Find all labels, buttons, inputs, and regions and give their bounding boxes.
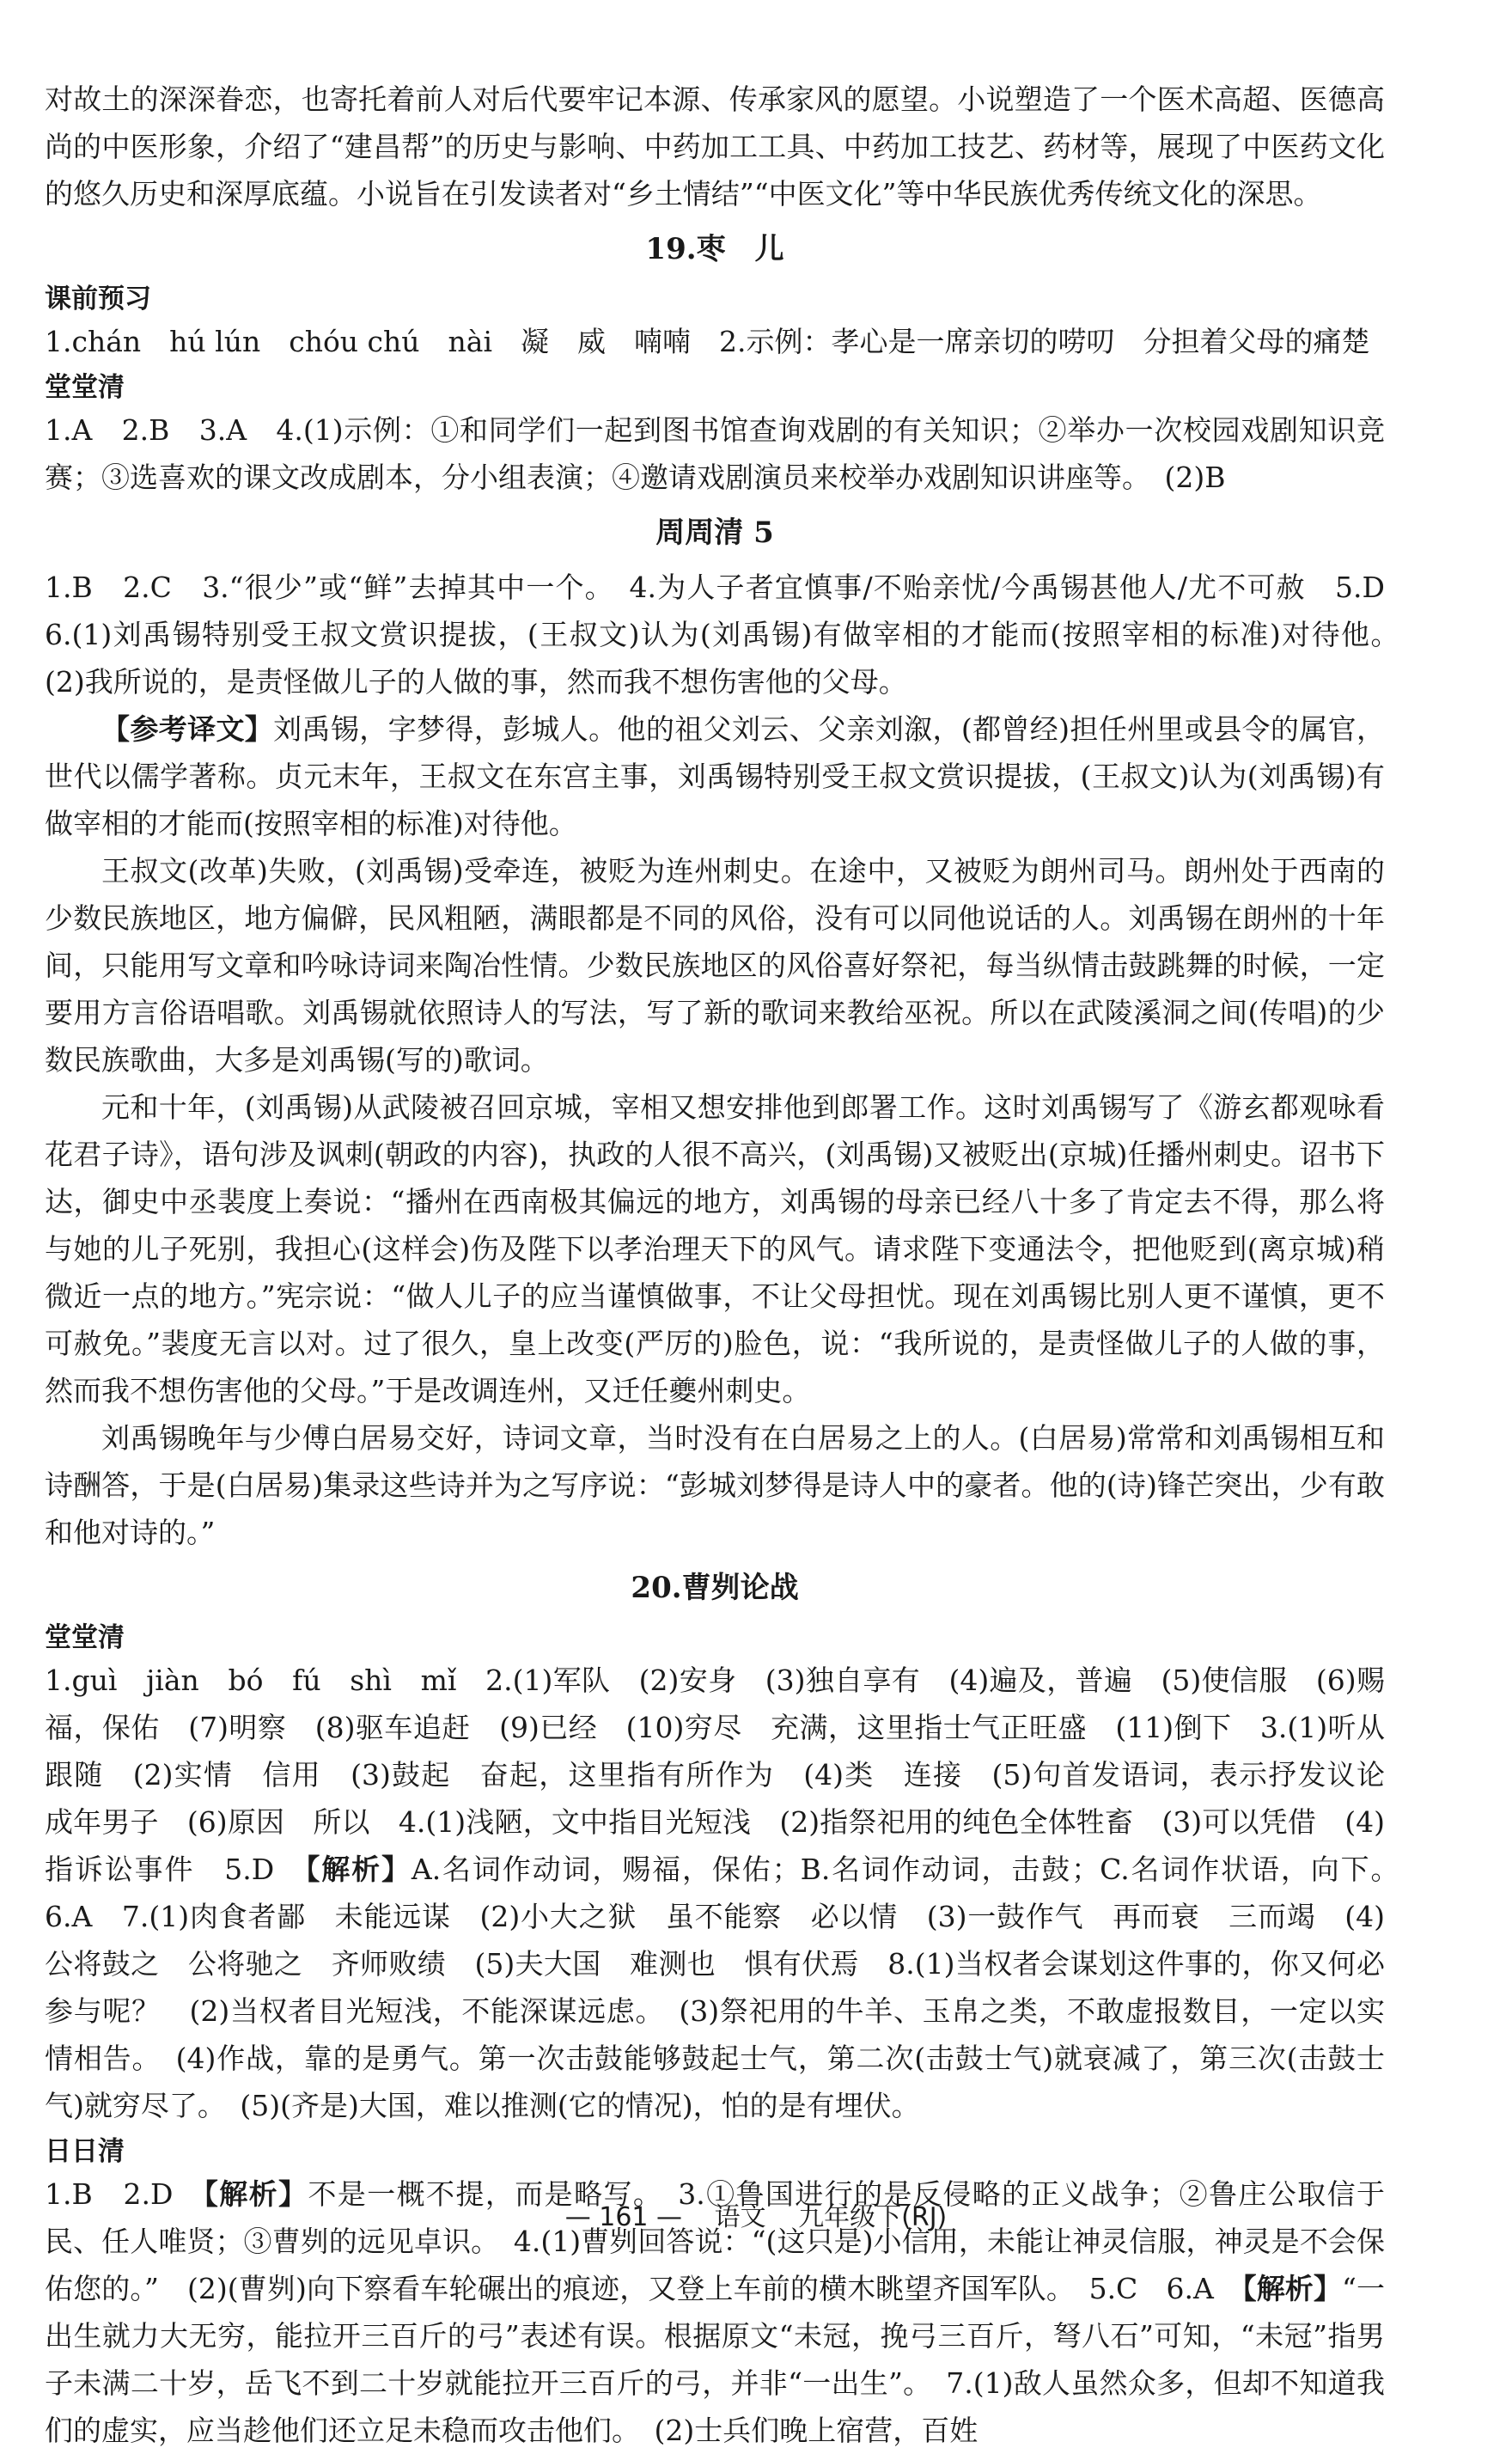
section-20-title: 20.曹刿论战 xyxy=(631,1571,799,1605)
weekly-title: 周周清 5 xyxy=(655,516,774,550)
s20-class-part-a: 1.guì jiàn bó fú shì mǐ 2.(1)军队 (2)安身 (3)独自享有 (4)遍及，普遍 (5)使信服 (6)赐福，保佑 (7)明察 (8)驱车追赶 (9)已经 (10)穷尽 充满，这里指士气正旺盛 (11)倒下 3.(1)听从 跟随 (2)实情 信用 (3)鼓起 奋起，这里指有所作为 (4)类 连接 (5)句首发语词，表示抒发议论 成年男子 (6)原因 所以 4.(1)浅陋，文中指目光短浅 (2)指祭祀用的纯色全体牲畜 (3)可以凭借 (4)指诉讼事件 5.D xyxy=(45,1663,1413,1886)
footer-subject: 语文 xyxy=(714,2202,766,2232)
section-19-title: 19.枣 儿 xyxy=(645,232,784,266)
analysis-label-1: 【解析】 xyxy=(204,2177,308,2211)
s20-daily-heading: 日日清 xyxy=(45,2136,125,2167)
s20-daily-part-c: “一出生就力大无穷，能拉开三百斤的弓”表述有误。根据原文“未冠，挽弓三百斤，弩八石”可知，“未冠”指男子未满二十岁，岳飞不到二十岁就能拉开三百斤的弓，并非“一出生”。 7.(1)敌人虽然众多，但却不知道我们的虚实，应当趁他们还立足未稳而攻击他们。 (2)士兵们晚上宿营，百姓 xyxy=(45,2272,1386,2447)
s20-class-heading: 堂堂清 xyxy=(45,1622,125,1653)
translation-paragraph-2: 王叔文(改革)失败，(刘禹锡)受牵连，被贬为连州刺史。在途中，又被贬为朗州司马。朗州处于西南的少数民族地区，地方偏僻，民风粗陋，满眼都是不同的风俗，没有可以同他说话的人。刘禹锡在朗州的十年间，只能用写文章和吟咏诗词来陶冶性情。少数民族地区的风俗喜好祭祀，每当纵情击鼓跳舞的时候，一定要用方言俗语唱歌。刘禹锡就依照诗人的写法，写了新的歌词来教给巫祝。所以在武陵溪洞之间(传唱)的少数民族歌曲，大多是刘禹锡(写的)歌词。 xyxy=(45,854,1385,1077)
analysis-label-2: 【解析】 xyxy=(1242,2272,1343,2305)
s20-class-part-b: A.名词作动词，赐福，保佑；B.名词作动词，击鼓；C.名词作状语，向下。 6.A 7.(1)肉食者鄙 未能远谋 (2)小大之狱 虽不能察 必以情 (3)一鼓作气 再而衰 三而竭 (4)公将鼓之 公将驰之 齐师败绩 (5)夫大国 难测也 惧有伏焉 8.(1)当权者会谋划这件事的，你又何必参与呢？ (2)当权者目光短浅，不能深谋远虑。 (3)祭祀用的牛羊、玉帛之类，不敢虚报数目，一定以实情相告。 (4)作战，靠的是勇气。第一次击鼓能够鼓起士气，第二次(击鼓士气)就衰减了，第三次(击鼓士气)就穷尽了。 (5)(齐是)大国，难以推测(它的情况)，怕的是有埋伏。 xyxy=(45,1853,1413,2122)
page-number: — 161 — xyxy=(564,2202,683,2232)
s19-class-heading: 堂堂清 xyxy=(45,372,125,403)
footer-grade: 九年级下(RJ) xyxy=(798,2202,948,2232)
page-footer xyxy=(0,2195,1512,2233)
translation-paragraph-3: 元和十年，(刘禹锡)从武陵被召回京城，宰相又想安排他到郎署工作。这时刘禹锡写了《游玄都观咏看花君子诗》，语句涉及讽刺(朝政的内容)，执政的人很不高兴，(刘禹锡)又被贬出(京城)任播州刺史。诏书下达，御史中丞裴度上奏说：“播州在西南极其偏远的地方，刘禹锡的母亲已经八十多了肯定去不得，那么将与她的儿子死别，我担心(这样会)伤及陛下以孝治理天下的风气。请求陛下变通法令，把他贬到(离京城)稍微近一点的地方。”宪宗说：“做人儿子的应当谨慎做事，不让父母担忧。现在刘禹锡比别人更不谨慎，更不可赦免。”裴度无言以对。过了很久，皇上改变(严厉的)脸色，说：“我所说的，是责怪做儿子的人做的事，然而我不想伤害他的父母。”于是改调连州，又迁任夔州刺史。 xyxy=(45,1090,1385,1407)
s20-daily-part-b: 不是一概不提，而是略写。 3.①鲁国进行的是反侵略的正义战争；②鲁庄公取信于民、任人唯贤；③曹刿的远见卓识。 4.(1)曹刿回答说：“(这只是)小信用，未能让神灵信服，神灵是不会保佑您的。” (2)(曹刿)向下察看车轮碾出的痕迹，又登上车前的横木眺望齐国军队。 5.C 6.A xyxy=(45,2177,1385,2305)
translation-text-1: 刘禹锡，字梦得，彭城人。他的祖父刘云、父亲刘溆，(都曾经)担任州里或县令的属官，世代以儒学著称。贞元末年，王叔文在东宫主事，刘禹锡特别受王叔文赏识提拔，(王叔文)认为(刘禹锡)有做宰相的才能而(按照宰相的标准)对待他。 xyxy=(45,712,1386,840)
s20-daily-part-a: 1.B 2.D xyxy=(45,2177,204,2211)
s19-preview-heading: 课前预习 xyxy=(45,284,151,314)
s20-class-answers xyxy=(45,1657,1413,2129)
s19-preview-answers: 1.chán hú lún chóu chú nài 凝 威 喃喃 2.示例：孝心是一席亲切的唠叨 分担着父母的痛楚 xyxy=(45,325,1370,358)
translation-paragraph-4: 刘禹锡晚年与少傅白居易交好，诗词文章，当时没有在白居易之上的人。(白居易)常常和刘禹锡相互和诗酬答，于是(白居易)集录这些诗并为之写序说：“彭城刘梦得是诗人中的豪者。他的(诗)锋芒突出，少有敢和他对诗的。” xyxy=(45,1421,1385,1549)
translation-paragraph-1 xyxy=(45,705,1385,847)
analysis-label: 【解析】 xyxy=(305,1853,412,1886)
intro-paragraph: 对故土的深深眷恋，也寄托着前人对后代要牢记本源、传承家风的愿望。小说塑造了一个医术高超、医德高尚的中医形象，介绍了“建昌帮”的历史与影响、中药加工工具、中药加工技艺、药材等，展现了中医药文化的悠久历史和深厚底蕴。小说旨在引发读者对“乡土情结”“中医文化”等中华民族优秀传统文化的深思。 xyxy=(45,82,1385,211)
answer-page xyxy=(45,76,1413,2454)
translation-label: 【参考译文】 xyxy=(101,712,274,746)
s19-class-answers: 1.A 2.B 3.A 4.(1)示例：①和同学们一起到图书馆查询戏剧的有关知识；②举办一次校园戏剧知识竞赛；③选喜欢的课文改成剧本，分小组表演；④邀请戏剧演员来校举办戏剧知识讲座等。 (2)B xyxy=(45,413,1385,494)
weekly-answers: 1.B 2.C 3.“很少”或“鲜”去掉其中一个。 4.为人子者宜慎事/不贻亲忧/今禹锡甚他人/尤不可赦 5.D 6.(1)刘禹锡特别受王叔文赏识提拔，(王叔文)认为(刘禹锡)有做宰相的才能而(按照宰相的标准)对待他。 (2)我所说的，是责怪做儿子的人做的事，然而我不想伤害他的父母。 xyxy=(45,571,1413,699)
